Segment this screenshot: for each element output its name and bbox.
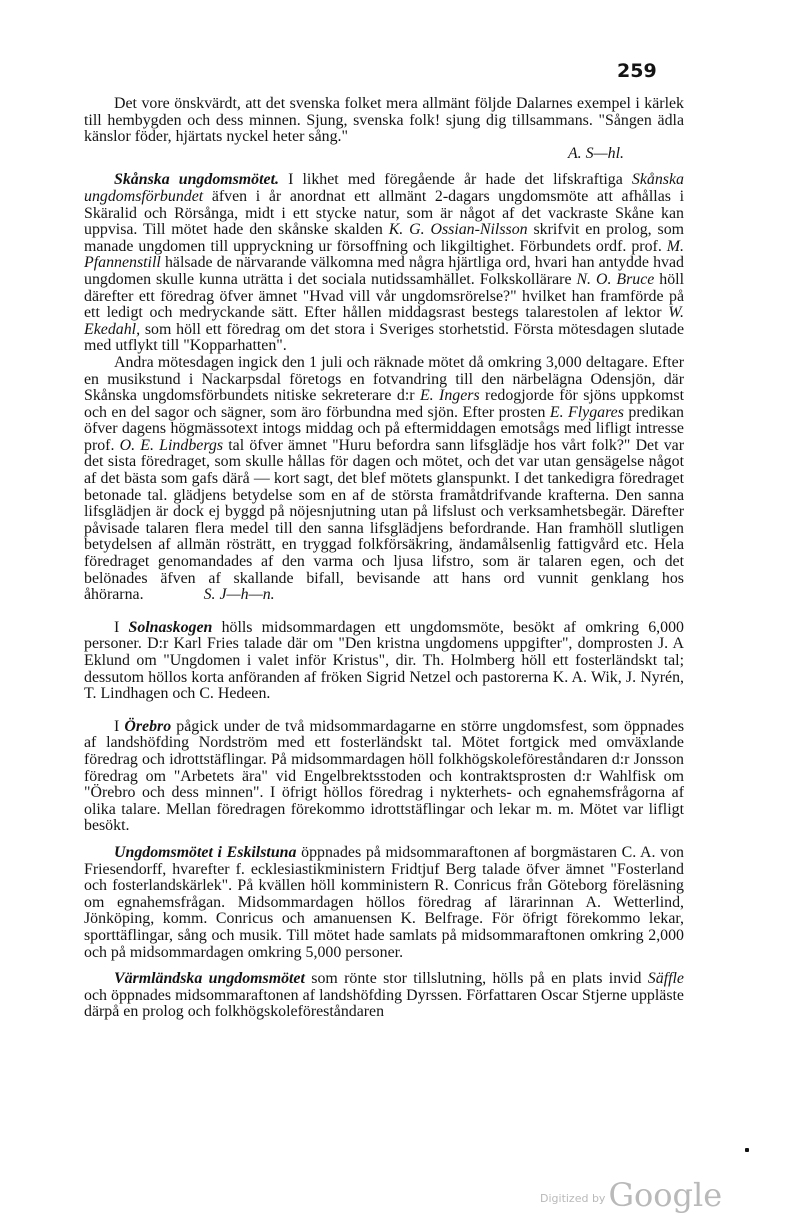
text-run: hälsade de närvarande välkomna med några hjärtliga ord, hvari han antydde hvad ungdomen skulle kunna uträtta i det sociala nutidssamhället. Folkskollärare: [84, 254, 684, 288]
text-run: höll därefter ett föredrag öfver ämnet "Hvad vill vår ungdomsrörelse?" hvilket han framförde på ett ledigt och medryckande sätt. Efter hållen middagsrast bestegs talarestolen af lektor: [84, 270, 684, 322]
watermark-brand: Google: [608, 1176, 723, 1214]
paragraph-dalarna: [84, 96, 684, 162]
emphasis: Skånska ungdomsförbundet: [84, 171, 684, 205]
emphasis: M. Pfannenstill: [84, 237, 684, 272]
text-run: pågick under de två midsommardagarne en större ungdomsfest, som öppnades af landshöfding Nordström med ett fosterländskt tal. Mötet fortgick med omväxlande föredrag och idrottstäflingar. På midsommardagen höll folkhögskoleföreståndaren d:r Jonsson föredrag om "Arbetets ära" vid Engelbrektsstoden och kontraktsprosten d:r Wahlfisk om "Örebro och dess minnen". I öfrigt höllos föredrag i nykterhets- och egnahemsfrågorna af olika talare. Mellan föredragen förekommo idrottstäflingar och lekar m. m. Mötet var lifligt besökt.: [84, 717, 685, 835]
print-mark: [745, 1148, 749, 1152]
text-run: och öppnades midsommaraftonen af landshöfding Dyrssen. Författaren Oscar Stjerne uppläste därpå en prolog och folkhögskoleföreståndaren: [84, 986, 684, 1021]
emphasis: N. O. Bruce: [576, 270, 655, 288]
paragraph-skanska-ungdomsmotet: [84, 172, 684, 355]
text-run: I: [114, 717, 125, 735]
text-run: som rönte stor tillslutning, hölls på en plats invid: [304, 970, 648, 988]
text-run: I likhet med föregående år hade det lifskraftiga: [278, 171, 632, 189]
page-number: 259: [617, 60, 657, 82]
paragraph-eskilstuna: [84, 845, 684, 961]
paragraph-solnaskogen: [84, 620, 684, 703]
text-run: predikan öfver dagens högmässotext intogs middag och på eftermiddagen emotsågs med lifligt intresse prof.: [84, 403, 684, 454]
emphasis: E. Ingers: [419, 387, 480, 405]
emphasis: E. Flygares: [549, 403, 624, 421]
text-run: skrifvit en prolog, som manade ungdomen till uppryckning ur försoffning och likgiltighet. Förbundets ordf. prof.: [84, 221, 684, 255]
text-run: Andra mötesdagen ingick den 1 juli och räknade mötet då omkring 3,000 deltagare. Efter en musikstund i Nackarpsdal företogs en fotvandring till den närbelägna Odensjön, där Skånska ungdomsförbundets nitiske sekreterare d:r: [84, 353, 684, 405]
paragraph-andra-motesdagen: [84, 355, 684, 604]
signature: A. S—hl.: [567, 144, 624, 162]
article-body: [84, 96, 684, 1021]
google-watermark: [540, 1176, 722, 1214]
paragraph-orebro: [84, 719, 684, 835]
section-heading: Skånska ungdomsmötet.: [114, 171, 279, 189]
text-run: som höll ett föredrag om det stora i Sveriges storhetstid. Första mötesdagen slutade med utflykt till "Kopparhatten".: [84, 320, 684, 355]
text-run: I: [114, 618, 129, 636]
text-run: tal öfver ämnet "Huru befordra sann lifsglädje hos vårt folk?" Det var det sista föredraget, som skulle hållas för dagen och mötet, och det var utan gensägelse något af det bästa som gafs därå — kort sagt, det blef mötets glanspunkt. I det tankedigra föredraget betonade tal. glädjens betydelse som en af de största framåtdrifvande krafterna. Den sanna lifsglädjen är dock ej byggd på nöjesnjutning utan på lifslust och verksamhetsbegär. Därefter påvisade talaren flera medel till den sanna lifsglädjens befordrande. Han framhöll slutligen betydelsen af allmän rösträtt, en tryggad folkförsäkring, ändamålsenlig fattigvård etc. Hela föredraget genomandades af den varma och ljusa lifstro, som är talaren egen, och det belönades äfven af skallande bifall, bevisande att hans ord vunnit genklang hos åhörarna.: [84, 436, 685, 604]
text-run: hölls midsommardagen ett ungdomsmöte, besökt af omkring 6,000 personer. D:r Karl Fries talade där om "Den kristna ungdomens uppgifter", domprosten J. A Eklund om "Ungdomen i valet inför Kristus", dir. Th. Holmberg höll ett fosterländskt tal; dessutom höllos korta anföranden af fröken Sigrid Netzel och pastorerna K. A. Wik, J. Nyrén, T. Lindhagen och C. Hedeen.: [84, 618, 684, 703]
text-run: äfven i år anordnat ett allmänt 2-dagars ungdomsmöte att afhållas i Skäralid och Rörsånga, midt i ett stycke natur, som är något af det vackraste Skåne kan uppvisa. Till mötet hade den skånske skalden: [84, 187, 684, 239]
section-heading: Ungdomsmötet i Eskilstuna: [114, 843, 297, 861]
section-heading: Örebro: [124, 717, 172, 735]
text-run: öppnades på midsommaraftonen af borgmästaren C. A. von Friesendorff, hvarefter f. ecklesiastikministern Fridtjuf Berg talade öfver ämnet "Fosterland och fosterlandskärlek". På kvällen höll komministern R. Conricus från Göteborg föreläsning om egnahemsfrågan. Midsommardagen höllos föredrag af lärarinnan A. Wetterlind, Jönköping, komm. Conricus och amanuensen K. Belfrage. För öfrigt förekommo lekar, sporttäflingar, sång och musik. Till mötet hade samlats på midsommaraftonen omkring 2,000 och på midsommardagen omkring 5,000 personer.: [84, 843, 684, 961]
watermark-prefix: Digitized by: [540, 1192, 606, 1205]
section-heading: Solnaskogen: [128, 618, 213, 636]
text-run: redogjorde för sjöns uppkomst och en del sagor och sägner, som äro förbundna med sjön. Efter prosten: [84, 387, 684, 421]
emphasis: W. Ekedahl,: [84, 304, 684, 338]
emphasis: Säffle: [647, 970, 684, 988]
section-heading: Värmländska ungdomsmötet: [114, 970, 305, 988]
emphasis: O. E. Lindbergs: [119, 436, 224, 454]
emphasis: K. G. Ossian-Nilsson: [388, 221, 528, 239]
signature: S. J—h—n.: [203, 586, 275, 604]
paragraph-varmlandska: [84, 971, 684, 1021]
paragraph-text: Det vore önskvärdt, att det svenska folket mera allmänt följde Dalarnes exempel i kärlek till hembygden och dess minnen. Sjung, svenska folk! sjung dig tillsammans. "Sången ädla känslor föder, hjärtats nyckel heter sång.": [84, 95, 684, 146]
